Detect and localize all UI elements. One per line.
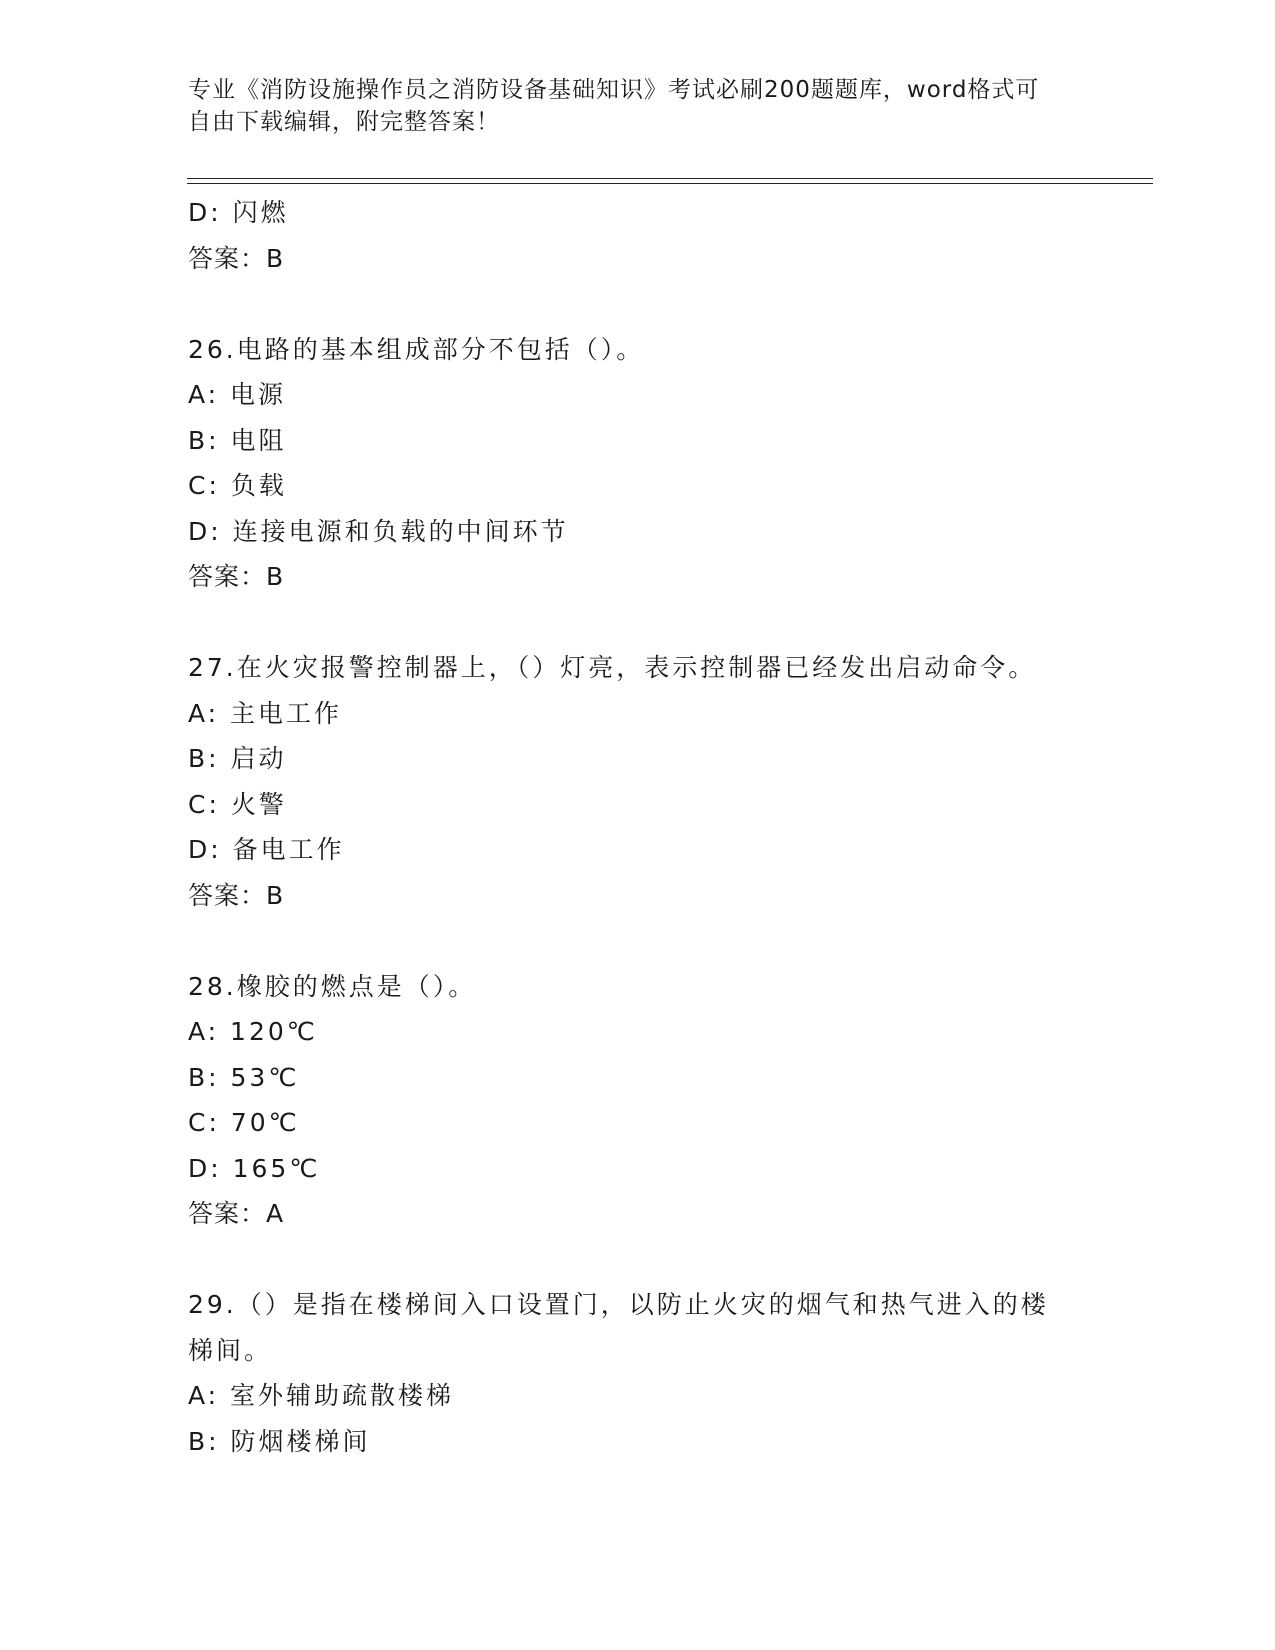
spacer — [188, 600, 1088, 646]
header-title-line-2: 自由下载编辑，附完整答案！ — [188, 109, 500, 135]
spacer — [188, 1237, 1088, 1283]
question-stem: 27.在火灾报警控制器上，（）灯亮，表示控制器已经发出启动命令。 — [188, 653, 1037, 682]
header-divider-bottom — [187, 183, 1153, 184]
option-b: B: 53℃ — [188, 1062, 300, 1092]
option-a: A: 120℃ — [188, 1017, 318, 1046]
question-29 — [188, 1282, 1088, 1464]
option-d: D: 连接电源和负载的中间环节 — [188, 516, 569, 546]
option-c: C: 火警 — [188, 789, 287, 819]
option-a: A: 电源 — [188, 380, 287, 409]
spacer — [188, 281, 1088, 327]
option-b: B: 电阻 — [188, 425, 287, 455]
document-header — [188, 74, 1068, 138]
spacer — [188, 918, 1088, 964]
option-d: D: 闪燃 — [188, 198, 289, 227]
header-divider-top — [187, 178, 1153, 179]
option-c: C: 负载 — [188, 471, 287, 500]
question-26 — [188, 327, 1088, 600]
header-title-line-1: 专业《消防设施操作员之消防设备基础知识》考试必刷200题题库，word格式可 — [188, 77, 1040, 103]
answer: 答案：B — [188, 243, 285, 273]
question-list — [188, 190, 1088, 1464]
question-28 — [188, 964, 1088, 1237]
option-d: D: 备电工作 — [188, 835, 345, 864]
question-stem: 26.电路的基本组成部分不包括（）。 — [188, 334, 645, 364]
option-c: C: 70℃ — [188, 1108, 300, 1137]
option-b: B: 防烟楼梯间 — [188, 1426, 371, 1456]
question-stem-line-2: 梯间。 — [188, 1335, 273, 1365]
option-a: A: 主电工作 — [188, 698, 343, 728]
option-a: A: 室外辅助疏散楼梯 — [188, 1381, 455, 1410]
answer: 答案：A — [188, 1199, 285, 1228]
question-27 — [188, 645, 1088, 918]
option-b: B: 启动 — [188, 744, 287, 773]
answer: 答案：B — [188, 562, 285, 591]
answer: 答案：B — [188, 880, 285, 910]
question-stem-line-1: 29.（）是指在楼梯间入口设置门，以防止火灾的烟气和热气进入的楼 — [188, 1290, 1049, 1319]
question-stem: 28.橡胶的燃点是（）。 — [188, 971, 477, 1001]
option-d: D: 165℃ — [188, 1153, 321, 1183]
